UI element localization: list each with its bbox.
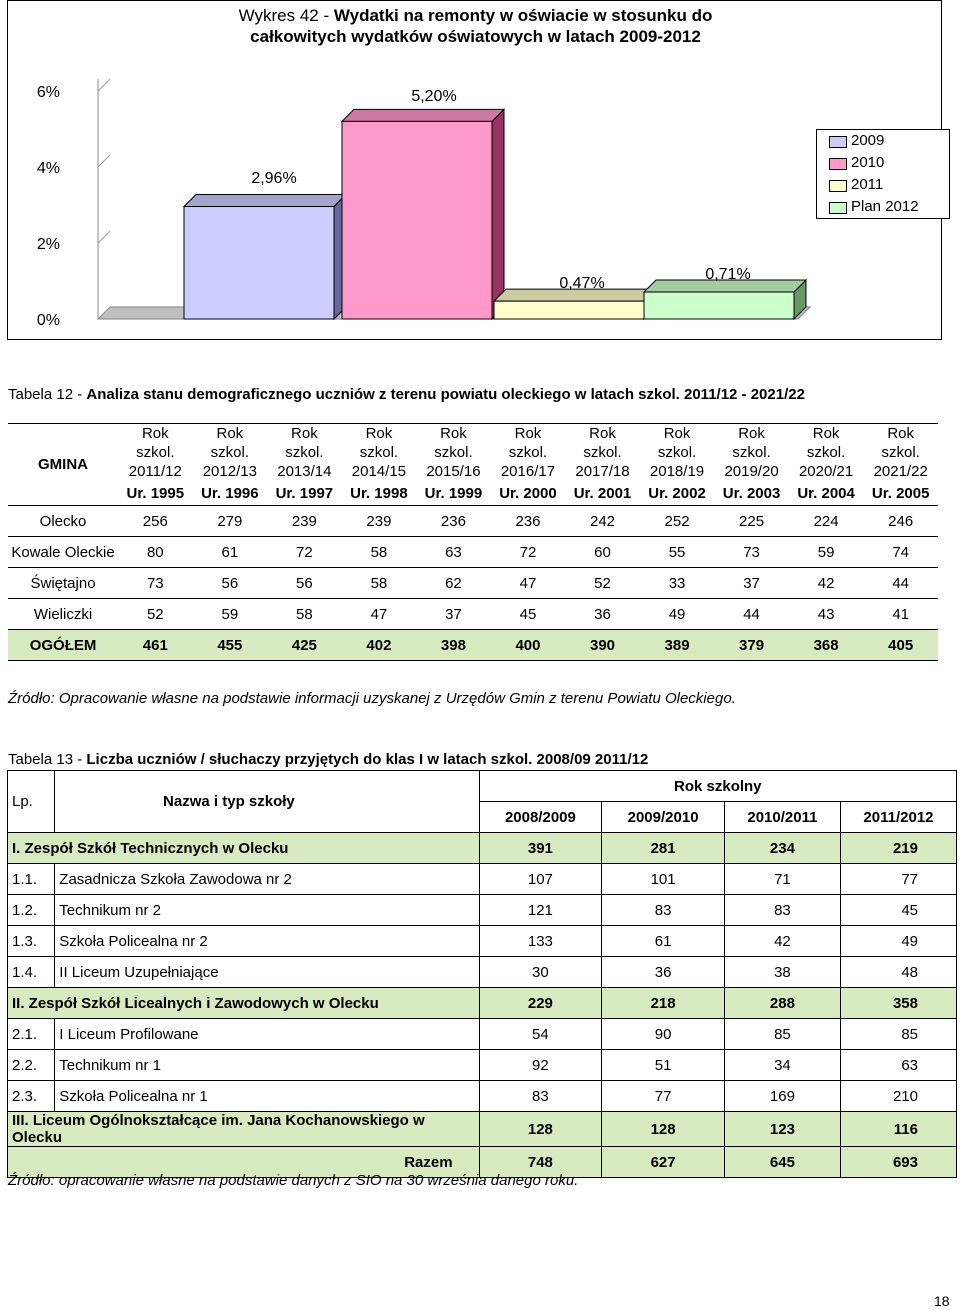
year-header-rok: Rok [887,425,915,442]
birth-year-header: Ur. 1999 [416,481,491,506]
chart-title-line2: całkowitych wydatków oświatowych w latach 2009-2012 [250,27,701,46]
table-cell: 58 [342,537,417,568]
table-cell: 80 [118,537,193,568]
birth-year-header: Ur. 1996 [193,481,268,506]
table-row [8,1019,957,1050]
total-cell: 748 [479,1147,602,1178]
year-header [267,424,342,482]
table-cell: 90 [602,1019,725,1050]
legend-item [817,130,949,152]
legend-swatch [829,158,847,170]
total-cell: 379 [714,630,789,661]
table-cell: 61 [193,537,268,568]
table13-caption [8,751,648,768]
gmina-header: GMINA [8,424,118,506]
table-cell: 59 [789,537,864,568]
table-cell: 33 [640,568,715,599]
table-cell: 85 [840,1019,956,1050]
chart-legend [816,129,950,219]
table-row [8,1081,957,1112]
table-cell: 34 [724,1050,840,1081]
group-row [8,988,957,1019]
legend-swatch [829,180,847,192]
table-row [8,864,957,895]
year-header [863,424,938,482]
table-cell: 128 [602,1112,725,1147]
table-cell: 121 [479,895,602,926]
school-group-name: I. Zespół Szkół Technicznych w Olecku [8,833,480,864]
year-header-year: 2014/15 [351,463,407,480]
total-cell: 405 [863,630,938,661]
year-header-szkol: szkol. [657,444,697,461]
legend-item [817,174,949,196]
table-cell: 101 [602,864,725,895]
table-cell: 42 [724,926,840,957]
table-cell: 73 [714,537,789,568]
birth-year-header: Ur. 2000 [491,481,566,506]
table-cell: 37 [714,568,789,599]
year-header-szkol: szkol. [508,444,548,461]
year-header-rok: Rok [589,425,616,442]
school-name: II Liceum Uzupełniające [55,957,479,988]
legend-item [817,196,949,218]
table12-caption [8,386,805,403]
table-cell: 62 [416,568,491,599]
row-lp: 1.3. [8,926,55,957]
school-group-name: II. Zespół Szkół Licealnych i Zawodowych w Olecku [8,988,480,1019]
table-cell: 41 [863,599,938,630]
table-cell: 246 [863,506,938,537]
bar-value-label: 5,20% [411,88,457,105]
y-tick-label: 2% [36,236,60,253]
table-cell: 92 [479,1050,602,1081]
year-header-szkol: szkol. [210,444,250,461]
birth-year-header: Ur. 2003 [714,481,789,506]
table-cell: 391 [479,833,602,864]
table-cell: 128 [479,1112,602,1147]
birth-year-header: Ur. 2002 [640,481,715,506]
row-lp: 2.3. [8,1081,55,1112]
y-tick-label: 6% [36,84,60,101]
gmina-name: Wieliczki [8,599,118,630]
table-row [8,537,938,568]
gmina-name: Świętajno [8,568,118,599]
total-row [8,630,938,661]
bar-value-label: 2,96% [251,170,297,187]
table-cell: 48 [840,957,956,988]
year-header-year: 2021/22 [873,463,928,480]
year-header-year: 2016/17 [500,463,556,480]
name-header: Nazwa i typ szkoły [55,771,479,833]
table-cell: 252 [640,506,715,537]
table12-source: Źródło: Opracowanie własne na podstawie informacji uzyskanej z Urzędów Gmin z terenu Powiatu Oleckiego. [8,690,736,707]
rok-szkolny-header: Rok szkolny [479,771,956,802]
table-cell: 225 [714,506,789,537]
birth-year-header: Ur. 1997 [267,481,342,506]
year-header [193,424,268,482]
year-header-rok: Rok [663,425,691,442]
table-cell: 55 [640,537,715,568]
total-cell: 461 [118,630,193,661]
table-cell: 56 [267,568,342,599]
table-cell: 239 [267,506,342,537]
year-header [565,424,640,482]
year-header-year: 2019/20 [724,463,779,480]
table-cell: 358 [840,988,956,1019]
table-row [8,1050,957,1081]
table-cell: 123 [724,1112,840,1147]
birth-year-header: Ur. 1995 [118,481,193,506]
gridline-side [98,155,110,167]
table-cell: 71 [724,864,840,895]
year-header [789,424,864,482]
row-lp: 1.4. [8,957,55,988]
chart-title-prefix: Wykres 42 - [238,6,334,25]
table12-birth-row [8,481,938,506]
total-cell: 400 [491,630,566,661]
legend-label: 2011 [851,176,884,193]
total-cell: 389 [640,630,715,661]
table-cell: 45 [840,895,956,926]
total-cell: 645 [724,1147,840,1178]
birth-year-header: Ur. 1998 [342,481,417,506]
year-header-szkol: szkol. [359,444,399,461]
bar-value-label: 0,71% [705,266,751,283]
table-row [8,506,938,537]
table-cell: 42 [789,568,864,599]
table-cell: 116 [840,1112,956,1147]
table-cell: 49 [640,599,715,630]
table13-source: Źródło: opracowanie własne na podstawie danych z SIO na 30 września danego roku. [8,1172,579,1189]
table12-header-row [8,424,938,482]
school-group-name: III. Liceum Ogólnokształcące im. Jana Kochanowskiego w Olecku [8,1112,480,1147]
lp-header: Lp. [8,771,55,833]
table-cell: 59 [193,599,268,630]
table-cell: 281 [602,833,725,864]
bar [644,292,794,319]
total-cell: 455 [193,630,268,661]
bar [184,207,334,319]
year-header-rok: Rok [291,425,318,442]
legend-item [817,152,949,174]
chart-title-line1: Wydatki na remonty w oświacie w stosunku do [333,6,713,25]
year-header-szkol: szkol. [136,444,175,461]
bar-value-label: 0,47% [559,275,605,292]
total-cell: 693 [840,1147,956,1178]
table-cell: 43 [789,599,864,630]
table-cell: 288 [724,988,840,1019]
table-cell: 85 [724,1019,840,1050]
total-cell: 368 [789,630,864,661]
table-row [8,895,957,926]
year-header-szkol: szkol. [583,444,622,461]
year-header-szkol: szkol. [881,444,920,461]
table-cell: 60 [565,537,640,568]
bar-top [342,109,504,121]
y-tick-label: 0% [36,312,60,329]
table-cell: 236 [491,506,566,537]
school-name: I Liceum Profilowane [55,1019,479,1050]
year-header-year: 2018/19 [649,463,705,480]
gmina-name: Kowale Oleckie [8,537,118,568]
table-cell: 169 [724,1081,840,1112]
year-header-year: 2013/14 [277,463,332,480]
table-cell: 73 [118,568,193,599]
year-header-year: 2011/12 [128,463,182,480]
table13-caption-prefix: Tabela 13 - [8,751,87,768]
table-row [8,568,938,599]
table-cell: 72 [267,537,342,568]
school-year-header: 2009/2010 [602,802,725,833]
row-lp: 2.1. [8,1019,55,1050]
year-header [491,424,566,482]
table-cell: 236 [416,506,491,537]
table-cell: 256 [118,506,193,537]
year-header-szkol: szkol. [285,444,324,461]
year-header-rok: Rok [365,425,393,442]
chart-panel [7,0,942,340]
row-lp: 2.2. [8,1050,55,1081]
table12-caption-prefix: Tabela 12 - [8,386,87,403]
table-cell: 47 [491,568,566,599]
school-name: Szkoła Policealna nr 1 [55,1081,479,1112]
table13-caption-title: Liczba uczniów / słuchaczy przyjętych do klas I w latach szkol. 2008/09 2011/12 [86,751,649,768]
table-cell: 51 [602,1050,725,1081]
total-cell: 425 [267,630,342,661]
table12-caption-title: Analiza stanu demograficznego uczniów z terenu powiatu oleckiego w latach szkol. 2011/12 - 2021/22 [86,386,805,403]
total-cell: 398 [416,630,491,661]
table-cell: 210 [840,1081,956,1112]
total-label: OGÓŁEM [8,630,118,661]
year-header-rok: Rok [812,425,840,442]
total-cell: 390 [565,630,640,661]
legend-label: Plan 2012 [851,198,919,215]
table-cell: 52 [565,568,640,599]
table-cell: 83 [479,1081,602,1112]
school-name: Technikum nr 2 [55,895,479,926]
group-row [8,1112,957,1147]
table-cell: 234 [724,833,840,864]
table-cell: 83 [602,895,725,926]
table-cell: 58 [342,568,417,599]
table-cell: 47 [342,599,417,630]
school-year-header: 2010/2011 [724,802,840,833]
table-cell: 107 [479,864,602,895]
admissions-table [7,770,957,1178]
year-header-szkol: szkol. [806,444,846,461]
table13-header-row [8,771,957,802]
table-cell: 44 [863,568,938,599]
year-header-rok: Rok [440,425,467,442]
table-row [8,957,957,988]
year-header-rok: Rok [738,425,765,442]
table-row [8,599,938,630]
bar [342,121,492,319]
table-cell: 279 [193,506,268,537]
year-header-year: 2015/16 [426,463,481,480]
table-cell: 74 [863,537,938,568]
school-name: Szkoła Policealna nr 2 [55,926,479,957]
birth-year-header: Ur. 2001 [565,481,640,506]
table-cell: 36 [565,599,640,630]
table-cell: 63 [840,1050,956,1081]
gridline-side [98,79,110,91]
legend-swatch [829,136,847,148]
total-cell: 402 [342,630,417,661]
table-cell: 77 [602,1081,725,1112]
year-header [640,424,715,482]
table-cell: 229 [479,988,602,1019]
year-header [342,424,417,482]
year-header [714,424,789,482]
table-cell: 38 [724,957,840,988]
year-header-year: 2020/21 [798,463,854,480]
y-tick-label: 4% [36,160,60,177]
year-header-rok: Rok [216,425,244,442]
demographic-table [8,423,938,665]
table-cell: 239 [342,506,417,537]
table-cell: 83 [724,895,840,926]
table-cell: 224 [789,506,864,537]
total-cell: 627 [602,1147,725,1178]
table-cell: 44 [714,599,789,630]
table-row [8,926,957,957]
legend-label: 2009 [851,132,885,149]
school-year-header: 2011/2012 [840,802,956,833]
page-number: 18 [934,1293,950,1309]
bar-side [492,109,504,319]
school-name: Zasadnicza Szkoła Zawodowa nr 2 [55,864,479,895]
school-name: Technikum nr 1 [55,1050,479,1081]
table-cell: 219 [840,833,956,864]
table-cell: 58 [267,599,342,630]
table-cell: 56 [193,568,268,599]
legend-label: 2010 [851,154,885,171]
school-year-header: 2008/2009 [479,802,602,833]
birth-year-header: Ur. 2005 [863,481,938,506]
table12-spacer [8,661,938,666]
table-cell: 63 [416,537,491,568]
table-cell: 49 [840,926,956,957]
year-header-year: 2017/18 [575,463,630,480]
gmina-name: Olecko [8,506,118,537]
year-header-rok: Rok [514,425,542,442]
bar-top [184,195,346,207]
table12-spacer-cell [8,661,938,666]
table-cell: 133 [479,926,602,957]
year-header-year: 2012/13 [202,463,257,480]
year-header-rok: Rok [141,425,169,442]
bar [494,301,644,319]
table-cell: 242 [565,506,640,537]
table-cell: 54 [479,1019,602,1050]
year-header [118,424,193,482]
year-header [416,424,491,482]
table-cell: 77 [840,864,956,895]
table-cell: 45 [491,599,566,630]
bar-chart [8,1,943,341]
year-header-szkol: szkol. [434,444,473,461]
table-cell: 52 [118,599,193,630]
table-cell: 72 [491,537,566,568]
table-cell: 218 [602,988,725,1019]
year-header-szkol: szkol. [732,444,771,461]
table-cell: 37 [416,599,491,630]
table-cell: 36 [602,957,725,988]
table-cell: 61 [602,926,725,957]
row-lp: 1.2. [8,895,55,926]
legend-swatch [829,202,847,214]
birth-year-header: Ur. 2004 [789,481,864,506]
gridline-side [98,231,110,243]
total-label: Razem [8,1147,480,1178]
row-lp: 1.1. [8,864,55,895]
group-row [8,833,957,864]
table-cell: 30 [479,957,602,988]
